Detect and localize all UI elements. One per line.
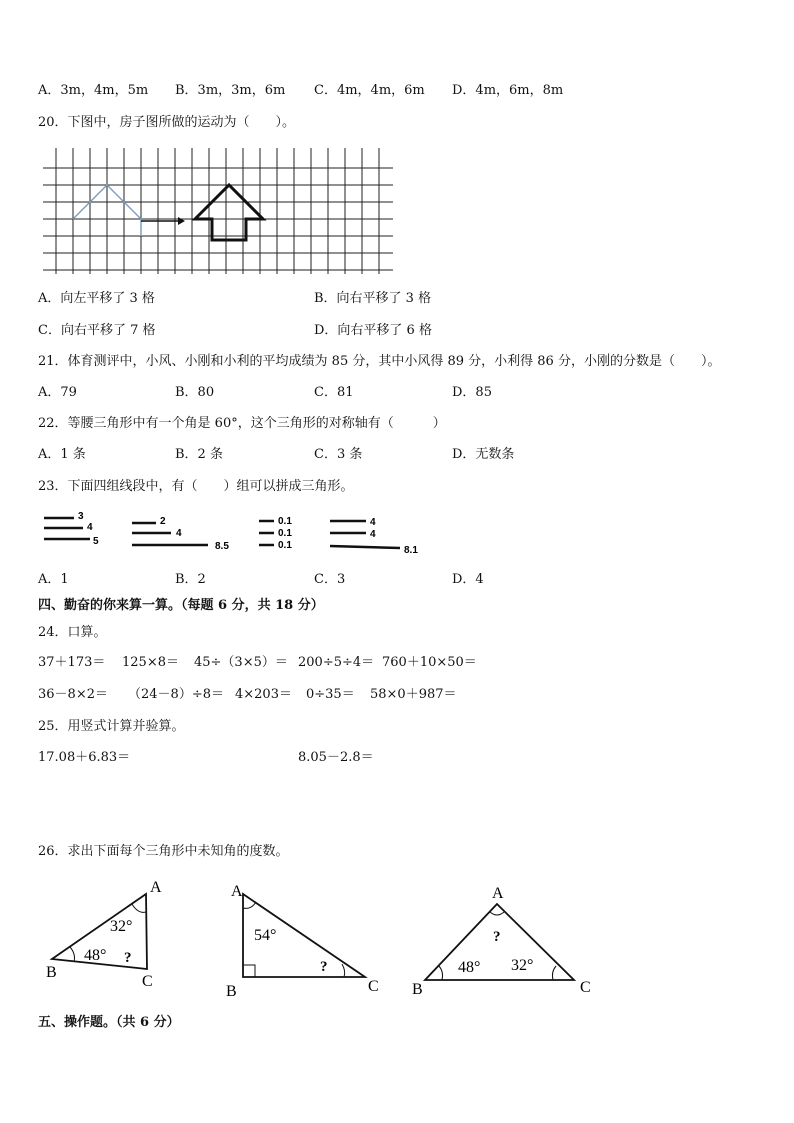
segment-3b-label: 0.1 (278, 528, 292, 539)
grid-lines (43, 148, 393, 274)
section-4-title: 四、勤奋的你来算一算。（每题 6 分，共 18 分） (38, 598, 324, 613)
triangle-2-right-angle-mark (243, 965, 255, 977)
q21-option-a: A．79 (38, 385, 77, 400)
q20-option-c: C．向右平移了 7 格 (38, 323, 156, 338)
triangle-1-angle-b: 48° (84, 947, 107, 964)
q26-stem: 26．求出下面每个三角形中未知角的度数。 (38, 844, 289, 859)
q20-stem: 20．下图中，房子图所做的运动为（ ）。 (38, 115, 296, 130)
triangle-3-angle-b: 48° (458, 959, 481, 976)
triangle-2-vertex-a: A (231, 883, 243, 900)
triangle-1-angle-c: ? (124, 950, 132, 966)
triangle-2-vertex-c: C (368, 978, 379, 995)
segment-2a-label: 2 (160, 516, 166, 527)
q23-option-a: A．1 (38, 572, 69, 587)
triangle-3-angle-a: ? (493, 929, 501, 945)
house-translation-grid (38, 148, 398, 276)
q19-option-b: B．3m，3m，6m (175, 83, 286, 98)
segment-groups-figure (38, 508, 438, 558)
segment-4b-label: 4 (370, 529, 376, 540)
triangle-1-vertex-a: A (150, 879, 162, 896)
triangle-3-arc-a (490, 912, 504, 915)
q25-item-1: 17.08＋6.83＝ (38, 750, 131, 765)
triangle-2-arc-c (342, 964, 345, 977)
q24-stem: 24．口算。 (38, 625, 107, 640)
segment-4c-label: 8.1 (404, 545, 418, 556)
q21-stem: 21．体育测评中，小风、小刚和小利的平均成绩为 85 分，其中小风得 89 分，小利得 86 分，小刚的分数是（ ）。 (38, 354, 721, 369)
triangle-3-arc-b (439, 966, 443, 980)
segment-3c-label: 0.1 (278, 540, 292, 551)
triangle-1-arc-a (132, 904, 146, 912)
segment-4a-label: 4 (370, 517, 376, 528)
q21-option-b: B．80 (175, 385, 215, 400)
q24-r2-item-1: 36－8×2＝ (38, 687, 108, 702)
q24-r2-item-2: （24－8）÷8＝ (128, 687, 224, 702)
q22-option-d: D．无数条 (452, 447, 515, 462)
segment-4c (330, 546, 400, 548)
q23-option-b: B．2 (175, 572, 206, 587)
q19-option-d: D．4m，6m，8m (452, 83, 564, 98)
segment-1a-label: 3 (78, 511, 84, 522)
triangle-2-arc-a (243, 902, 256, 908)
q24-r1-item-2: 125×8＝ (122, 655, 179, 670)
triangle-3-vertex-a: A (492, 885, 504, 902)
triangle-2-vertex-b: B (226, 983, 237, 1000)
q24-r2-item-4: 0÷35＝ (306, 687, 355, 702)
triangle-1-vertex-b: B (46, 964, 57, 981)
q24-r1-item-3: 45÷（3×5）＝ (194, 655, 288, 670)
q21-option-d: D．85 (452, 385, 492, 400)
q24-r1-item-4: 200÷5÷4＝ (298, 655, 375, 670)
segment-2c-label: 8.5 (215, 541, 229, 552)
triangle-1-vertex-c: C (142, 973, 153, 990)
q25-stem: 25．用竖式计算并验算。 (38, 719, 185, 734)
section-5-title: 五、操作题。（共 6 分） (38, 1015, 180, 1030)
triangle-2-angle-c: ? (320, 959, 328, 975)
q21-option-c: C．81 (314, 385, 354, 400)
q22-stem: 22．等腰三角形中有一个角是 60°，这个三角形的对称轴有（ ） (38, 416, 446, 431)
segment-2b-label: 4 (176, 528, 182, 539)
q23-stem: 23．下面四组线段中，有（ ）组可以拼成三角形。 (38, 479, 354, 494)
q22-option-c: C．3 条 (314, 447, 363, 462)
triangle-2-angle-a: 54° (254, 927, 277, 944)
segment-1c-label: 5 (93, 536, 99, 547)
segment-3a-label: 0.1 (278, 516, 292, 527)
q22-option-b: B．2 条 (175, 447, 223, 462)
triangle-3-arc-c (552, 966, 556, 980)
q23-option-c: C．3 (314, 572, 346, 587)
q24-r2-item-5: 58×0＋987＝ (370, 687, 457, 702)
triangles-figure (38, 874, 608, 1002)
q24-r2-item-3: 4×203＝ (235, 687, 292, 702)
q19-option-c: C．4m，4m，6m (314, 83, 425, 98)
translated-house-shape (195, 185, 263, 240)
triangle-3-vertex-b: B (412, 981, 423, 998)
triangle-1-arc-b (70, 947, 75, 962)
triangle-3-angle-c: 32° (511, 957, 534, 974)
q24-r1-item-1: 37＋173＝ (38, 655, 106, 670)
triangle-1-angle-a: 32° (110, 918, 133, 935)
q19-option-a: A．3m，4m，5m (38, 83, 149, 98)
translation-arrow-head (178, 217, 185, 225)
q24-r1-item-5: 760＋10×50＝ (382, 655, 477, 670)
segment-1b-label: 4 (87, 522, 93, 533)
q20-option-b: B．向右平移了 3 格 (314, 291, 432, 306)
q20-option-d: D．向右平移了 6 格 (314, 323, 432, 338)
q22-option-a: A．1 条 (38, 447, 86, 462)
q20-option-a: A．向左平移了 3 格 (38, 291, 155, 306)
q23-option-d: D．4 (452, 572, 484, 587)
triangle-3-vertex-c: C (580, 979, 591, 996)
q25-item-2: 8.05－2.8＝ (298, 750, 374, 765)
